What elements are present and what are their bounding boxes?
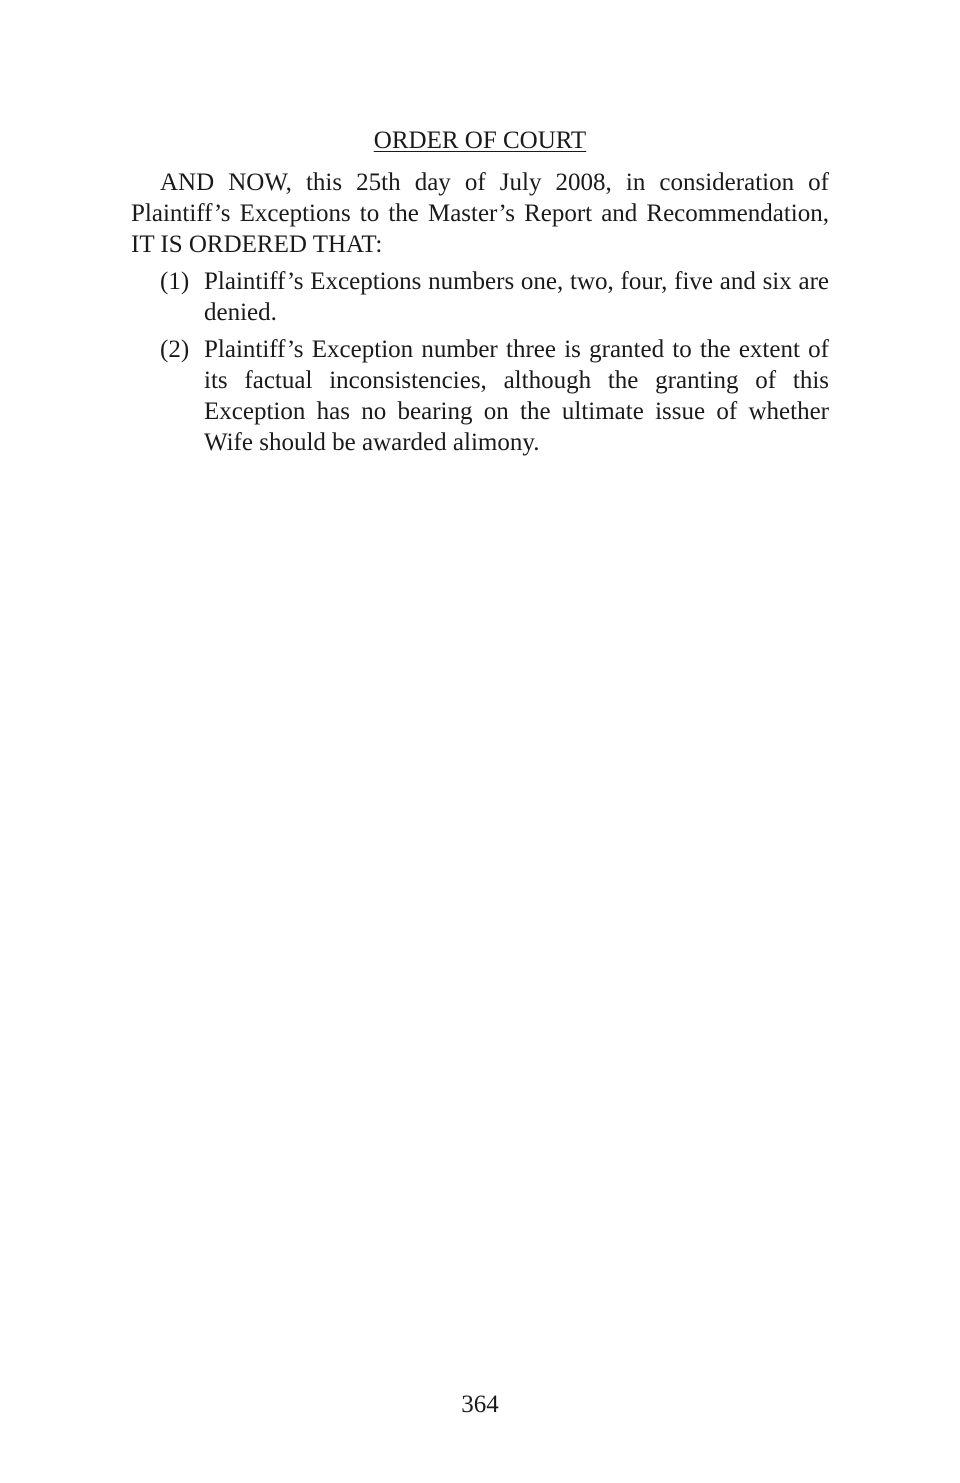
list-item-text: Plaintiff’s Exception number three is granted to the extent of its factual inconsistencies, although the granting of this Exception has no bearing on the ultimate issue of whether Wife should be awarded alimony.: [204, 336, 829, 456]
list-item: [131, 266, 829, 328]
document-body: [131, 125, 829, 464]
order-list: [131, 266, 829, 458]
list-item: [131, 334, 829, 458]
list-item-text: Plaintiff’s Exceptions numbers one, two, four, five and six are denied.: [204, 268, 829, 326]
order-intro-paragraph: AND NOW, this 25th day of July 2008, in consideration of Plaintiff’s Exceptions to the Master’s Report and Recommendation, IT IS ORDERED THAT:: [131, 169, 829, 258]
page-number: 364: [461, 1391, 499, 1418]
list-item-number: (2): [160, 336, 190, 363]
order-title: ORDER OF COURT: [373, 127, 587, 154]
list-item-number: (1): [160, 268, 190, 295]
